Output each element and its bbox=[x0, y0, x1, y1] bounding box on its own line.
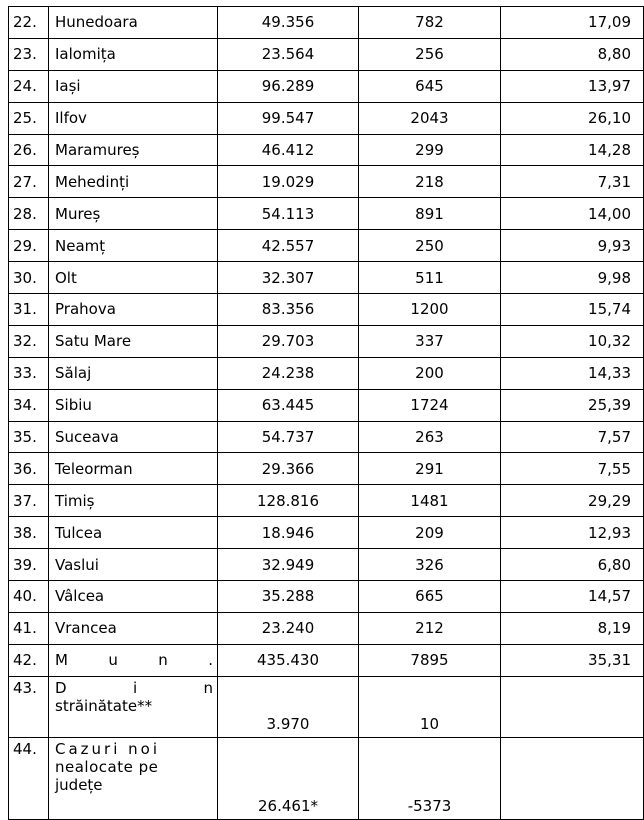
value-col-1: 24.238 bbox=[218, 357, 359, 389]
row-number: 30. bbox=[9, 262, 49, 294]
row-number: 27. bbox=[9, 166, 49, 198]
value-col-1: 49.356 bbox=[218, 7, 359, 39]
row-number: 31. bbox=[9, 294, 49, 326]
value-col-2: 299 bbox=[359, 134, 501, 166]
value-col-1: 63.445 bbox=[218, 389, 359, 421]
county-name: Timiș bbox=[49, 485, 218, 517]
table-row bbox=[9, 262, 644, 294]
value-col-2: 256 bbox=[359, 38, 501, 70]
value-col-2: 326 bbox=[359, 549, 501, 581]
value-col-3: 10,32 bbox=[501, 325, 644, 357]
county-name: Mureș bbox=[49, 198, 218, 230]
table-row bbox=[9, 612, 644, 644]
value-col-3: 7,55 bbox=[501, 453, 644, 485]
value-col-3: 6,80 bbox=[501, 549, 644, 581]
value-col-3 bbox=[501, 737, 644, 819]
table-row bbox=[9, 453, 644, 485]
value-col-2: 645 bbox=[359, 70, 501, 102]
row-number: 37. bbox=[9, 485, 49, 517]
value-col-1: 3.970 bbox=[218, 676, 359, 737]
county-name: Neamț bbox=[49, 230, 218, 262]
table-row bbox=[9, 230, 644, 262]
value-col-3: 35,31 bbox=[501, 644, 644, 676]
name-letter: u bbox=[108, 651, 118, 670]
value-col-3: 7,31 bbox=[501, 166, 644, 198]
value-col-3: 8,19 bbox=[501, 612, 644, 644]
name-line: Cazuri noi bbox=[55, 739, 160, 758]
row-number: 29. bbox=[9, 230, 49, 262]
value-col-3: 7,57 bbox=[501, 421, 644, 453]
value-col-2: 212 bbox=[359, 612, 501, 644]
county-name: Satu Mare bbox=[49, 325, 218, 357]
value-col-3: 9,93 bbox=[501, 230, 644, 262]
name-letter: M bbox=[55, 651, 68, 670]
value-col-3 bbox=[501, 676, 644, 737]
table-body bbox=[9, 7, 644, 820]
row-number: 26. bbox=[9, 134, 49, 166]
value-col-1: 54.737 bbox=[218, 421, 359, 453]
value-col-3: 26,10 bbox=[501, 102, 644, 134]
table-row bbox=[9, 549, 644, 581]
value-col-2: 2043 bbox=[359, 102, 501, 134]
value-col-1: 23.564 bbox=[218, 38, 359, 70]
value-col-1: 32.949 bbox=[218, 549, 359, 581]
name-line: județe bbox=[55, 775, 103, 794]
value-col-3: 14,57 bbox=[501, 581, 644, 613]
value-col-1: 96.289 bbox=[218, 70, 359, 102]
county-name: Tulcea bbox=[49, 517, 218, 549]
value-col-1: 29.366 bbox=[218, 453, 359, 485]
name-line: nealocate pe bbox=[55, 757, 159, 776]
county-name bbox=[49, 676, 218, 737]
row-number: 34. bbox=[9, 389, 49, 421]
row-number: 25. bbox=[9, 102, 49, 134]
value-col-1: 32.307 bbox=[218, 262, 359, 294]
row-number: 22. bbox=[9, 7, 49, 39]
value-col-3: 15,74 bbox=[501, 294, 644, 326]
name-letter: n bbox=[203, 678, 213, 697]
table-row bbox=[9, 421, 644, 453]
row-number: 43. bbox=[9, 676, 49, 737]
row-number: 41. bbox=[9, 612, 49, 644]
county-name: Maramureș bbox=[49, 134, 218, 166]
value-col-3: 9,98 bbox=[501, 262, 644, 294]
county-name: Hunedoara bbox=[49, 7, 218, 39]
table-row bbox=[9, 389, 644, 421]
table-row bbox=[9, 294, 644, 326]
county-name: Suceava bbox=[49, 421, 218, 453]
value-col-3: 25,39 bbox=[501, 389, 644, 421]
table-row bbox=[9, 644, 644, 676]
table-row bbox=[9, 357, 644, 389]
county-name: Ialomița bbox=[49, 38, 218, 70]
county-name: Sibiu bbox=[49, 389, 218, 421]
county-name bbox=[49, 644, 218, 676]
table-row bbox=[9, 737, 644, 819]
county-name: Olt bbox=[49, 262, 218, 294]
table-row bbox=[9, 325, 644, 357]
table-row bbox=[9, 581, 644, 613]
value-col-2: 218 bbox=[359, 166, 501, 198]
table-row bbox=[9, 676, 644, 737]
row-number: 35. bbox=[9, 421, 49, 453]
county-name bbox=[49, 737, 218, 819]
value-col-1: 54.113 bbox=[218, 198, 359, 230]
statistics-table bbox=[8, 6, 644, 820]
value-col-2: 209 bbox=[359, 517, 501, 549]
value-col-2: 782 bbox=[359, 7, 501, 39]
value-col-1: 435.430 bbox=[218, 644, 359, 676]
value-col-1: 23.240 bbox=[218, 612, 359, 644]
row-number: 24. bbox=[9, 70, 49, 102]
row-number: 40. bbox=[9, 581, 49, 613]
row-number: 23. bbox=[9, 38, 49, 70]
row-number: 39. bbox=[9, 549, 49, 581]
row-number: 36. bbox=[9, 453, 49, 485]
county-name: Teleorman bbox=[49, 453, 218, 485]
county-name: Prahova bbox=[49, 294, 218, 326]
value-col-2: 263 bbox=[359, 421, 501, 453]
value-col-2: 891 bbox=[359, 198, 501, 230]
row-number: 28. bbox=[9, 198, 49, 230]
county-name: Iași bbox=[49, 70, 218, 102]
row-number: 38. bbox=[9, 517, 49, 549]
value-col-1: 26.461* bbox=[218, 737, 359, 819]
value-col-2: 1481 bbox=[359, 485, 501, 517]
table-row bbox=[9, 517, 644, 549]
value-col-3: 13,97 bbox=[501, 70, 644, 102]
name-letter: i bbox=[132, 678, 138, 697]
value-col-3: 29,29 bbox=[501, 485, 644, 517]
value-col-2: 1200 bbox=[359, 294, 501, 326]
value-col-2: 1724 bbox=[359, 389, 501, 421]
value-col-2: 291 bbox=[359, 453, 501, 485]
name-letter: . bbox=[208, 651, 213, 670]
row-number: 33. bbox=[9, 357, 49, 389]
table-row bbox=[9, 102, 644, 134]
table-row bbox=[9, 7, 644, 39]
table-row bbox=[9, 485, 644, 517]
value-col-3: 14,00 bbox=[501, 198, 644, 230]
table-row bbox=[9, 134, 644, 166]
table-row bbox=[9, 38, 644, 70]
table-row bbox=[9, 198, 644, 230]
value-col-1: 18.946 bbox=[218, 517, 359, 549]
value-col-2: 7895 bbox=[359, 644, 501, 676]
value-col-1: 19.029 bbox=[218, 166, 359, 198]
table-row bbox=[9, 70, 644, 102]
county-name: Sălaj bbox=[49, 357, 218, 389]
row-number: 42. bbox=[9, 644, 49, 676]
row-number: 44. bbox=[9, 737, 49, 819]
value-col-3: 8,80 bbox=[501, 38, 644, 70]
value-col-2: 200 bbox=[359, 357, 501, 389]
name-letter: n bbox=[158, 651, 168, 670]
value-col-3: 14,28 bbox=[501, 134, 644, 166]
row-number: 32. bbox=[9, 325, 49, 357]
value-col-1: 128.816 bbox=[218, 485, 359, 517]
county-name: Vaslui bbox=[49, 549, 218, 581]
value-col-3: 17,09 bbox=[501, 7, 644, 39]
value-col-1: 83.356 bbox=[218, 294, 359, 326]
value-col-3: 12,93 bbox=[501, 517, 644, 549]
spaced-name bbox=[55, 651, 213, 669]
value-col-1: 99.547 bbox=[218, 102, 359, 134]
value-col-2: 665 bbox=[359, 581, 501, 613]
county-name: Ilfov bbox=[49, 102, 218, 134]
value-col-1: 46.412 bbox=[218, 134, 359, 166]
value-col-1: 42.557 bbox=[218, 230, 359, 262]
value-col-3: 14,33 bbox=[501, 357, 644, 389]
value-col-1: 35.288 bbox=[218, 581, 359, 613]
value-col-2: 511 bbox=[359, 262, 501, 294]
value-col-2: 337 bbox=[359, 325, 501, 357]
value-col-2: 10 bbox=[359, 676, 501, 737]
name-line: străinătate** bbox=[55, 696, 153, 715]
county-name: Mehedinți bbox=[49, 166, 218, 198]
value-col-1: 29.703 bbox=[218, 325, 359, 357]
county-name: Vrancea bbox=[49, 612, 218, 644]
value-col-2: 250 bbox=[359, 230, 501, 262]
county-name: Vâlcea bbox=[49, 581, 218, 613]
value-col-2: -5373 bbox=[359, 737, 501, 819]
spaced-name bbox=[55, 679, 213, 697]
name-letter: D bbox=[55, 678, 67, 697]
table-row bbox=[9, 166, 644, 198]
